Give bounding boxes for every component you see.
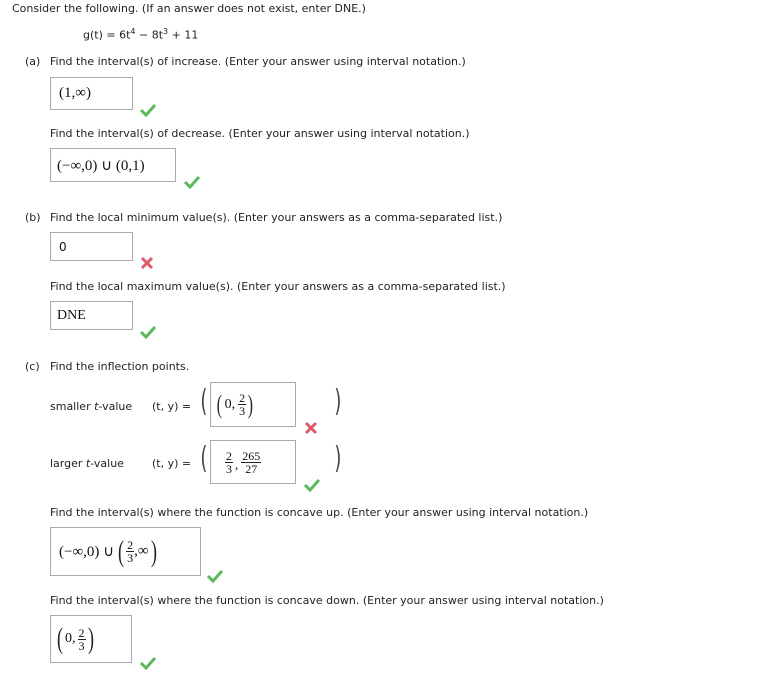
larger-label-t: t <box>85 457 91 470</box>
concave-down-first: 0, <box>65 631 76 646</box>
smaller-fraction <box>238 392 246 417</box>
concave-up-part1: (−∞,0) ∪ <box>59 544 115 560</box>
part-b-question-min: Find the local minimum value(s). (Enter your answers as a comma-separated list.) <box>50 211 503 224</box>
part-c-question-concave-down: Find the interval(s) where the function is concave down. (Enter your answer using interval notation.) <box>50 594 604 607</box>
function-op1: − <box>139 28 149 42</box>
larger-inflection-answer-value <box>211 441 295 483</box>
check-icon <box>139 325 157 339</box>
right-paren-icon: ) <box>334 384 342 419</box>
smaller-label-t: t <box>94 400 99 413</box>
concave-down-answer-field[interactable] <box>50 615 132 663</box>
concave-down-fraction <box>78 627 86 652</box>
concave-up-open-paren: ( <box>118 534 125 568</box>
part-c-question-concave-up: Find the interval(s) where the function is concave up. (Enter your answer using interval notation.) <box>50 506 589 519</box>
cross-icon <box>304 421 318 435</box>
decrease-answer-field[interactable] <box>50 148 176 182</box>
concave-down-open-paren: ( <box>57 622 63 655</box>
part-c-question-inflection: Find the inflection points. <box>50 360 190 373</box>
ty-label: (t, y) <box>152 457 179 470</box>
concave-up-fraction <box>126 539 134 564</box>
larger-separator: , <box>235 457 239 472</box>
part-a-question-decrease: Find the interval(s) of decrease. (Enter your answer using interval notation.) <box>50 127 470 140</box>
part-a-question-increase: Find the interval(s) of increase. (Enter your answer using interval notation.) <box>50 55 466 68</box>
fraction-denominator: 27 <box>245 461 258 476</box>
decrease-answer-value: (−∞,0) ∪ (0,1) <box>57 157 145 174</box>
check-icon <box>303 478 321 492</box>
check-icon <box>183 175 201 189</box>
local-min-answer-value: 0 <box>59 239 67 254</box>
larger-inflection-answer-field[interactable] <box>210 440 296 484</box>
local-min-answer-field[interactable] <box>50 232 133 261</box>
fraction-denominator: 3 <box>226 461 232 476</box>
fraction-denominator: 3 <box>78 638 85 653</box>
ty-label: (t, y) <box>152 400 179 413</box>
larger-ty-label <box>152 457 191 470</box>
concave-up-answer-field[interactable] <box>50 527 201 576</box>
larger-fraction-t <box>225 450 233 475</box>
fraction-denominator: 3 <box>239 404 246 418</box>
fraction-numerator: 2 <box>239 391 246 405</box>
larger-t-value-label <box>50 457 124 470</box>
smaller-close-paren: ) <box>247 389 254 419</box>
concave-down-close-paren: ) <box>87 622 94 655</box>
concave-up-close-paren: ) <box>150 534 157 568</box>
smaller-open-paren: ( <box>216 389 222 419</box>
function-eq: = <box>106 28 116 42</box>
larger-fraction-y <box>241 450 261 475</box>
check-icon <box>139 656 157 670</box>
right-paren-icon: ) <box>334 441 342 476</box>
larger-label-prefix: larger <box>50 457 86 470</box>
fraction-numerator: 2 <box>78 625 85 640</box>
part-c-label: (c) <box>25 360 40 373</box>
function-exp1: 4 <box>130 27 136 36</box>
part-b-question-max: Find the local maximum value(s). (Enter your answers as a comma-separated list.) <box>50 280 506 293</box>
function-exp2: 3 <box>163 27 169 36</box>
smaller-inflection-answer-field[interactable] <box>210 382 296 427</box>
function-definition <box>83 27 198 42</box>
part-b-label: (b) <box>25 211 41 224</box>
function-lhs: g(t) <box>83 28 103 42</box>
cross-icon <box>140 256 154 270</box>
smaller-label-suffix: -value <box>98 400 133 413</box>
increase-answer-field[interactable] <box>50 77 133 110</box>
smaller-first: 0, <box>224 396 236 412</box>
eq-sign: = <box>181 400 192 413</box>
eq-sign: = <box>181 457 192 470</box>
smaller-inflection-answer-value <box>211 383 295 426</box>
concave-up-tail: ,∞ <box>134 543 149 559</box>
check-icon <box>139 103 157 117</box>
function-term2: 8t <box>151 28 164 42</box>
fraction-numerator: 265 <box>242 448 261 463</box>
function-term1: 6t <box>119 28 131 42</box>
larger-label-suffix: -value <box>90 457 124 470</box>
smaller-ty-label <box>152 400 191 413</box>
local-max-answer-field[interactable] <box>50 301 133 330</box>
left-paren-icon: ( <box>200 441 208 476</box>
function-const: 11 <box>184 28 199 42</box>
fraction-numerator: 2 <box>226 448 232 463</box>
part-a-label: (a) <box>25 55 41 68</box>
left-paren-icon: ( <box>200 384 208 419</box>
fraction-numerator: 2 <box>127 538 134 552</box>
local-max-answer-value: DNE <box>57 307 86 323</box>
increase-answer-value: (1,∞) <box>59 85 91 101</box>
check-icon <box>206 569 224 583</box>
fraction-denominator: 3 <box>127 551 134 565</box>
smaller-t-value-label <box>50 400 132 413</box>
concave-up-answer-value <box>51 528 200 575</box>
function-op2: + <box>171 28 181 42</box>
concave-down-answer-value <box>51 616 131 662</box>
smaller-label-prefix: smaller <box>50 400 95 413</box>
intro-text: Consider the following. (If an answer does not exist, enter DNE.) <box>12 2 366 15</box>
